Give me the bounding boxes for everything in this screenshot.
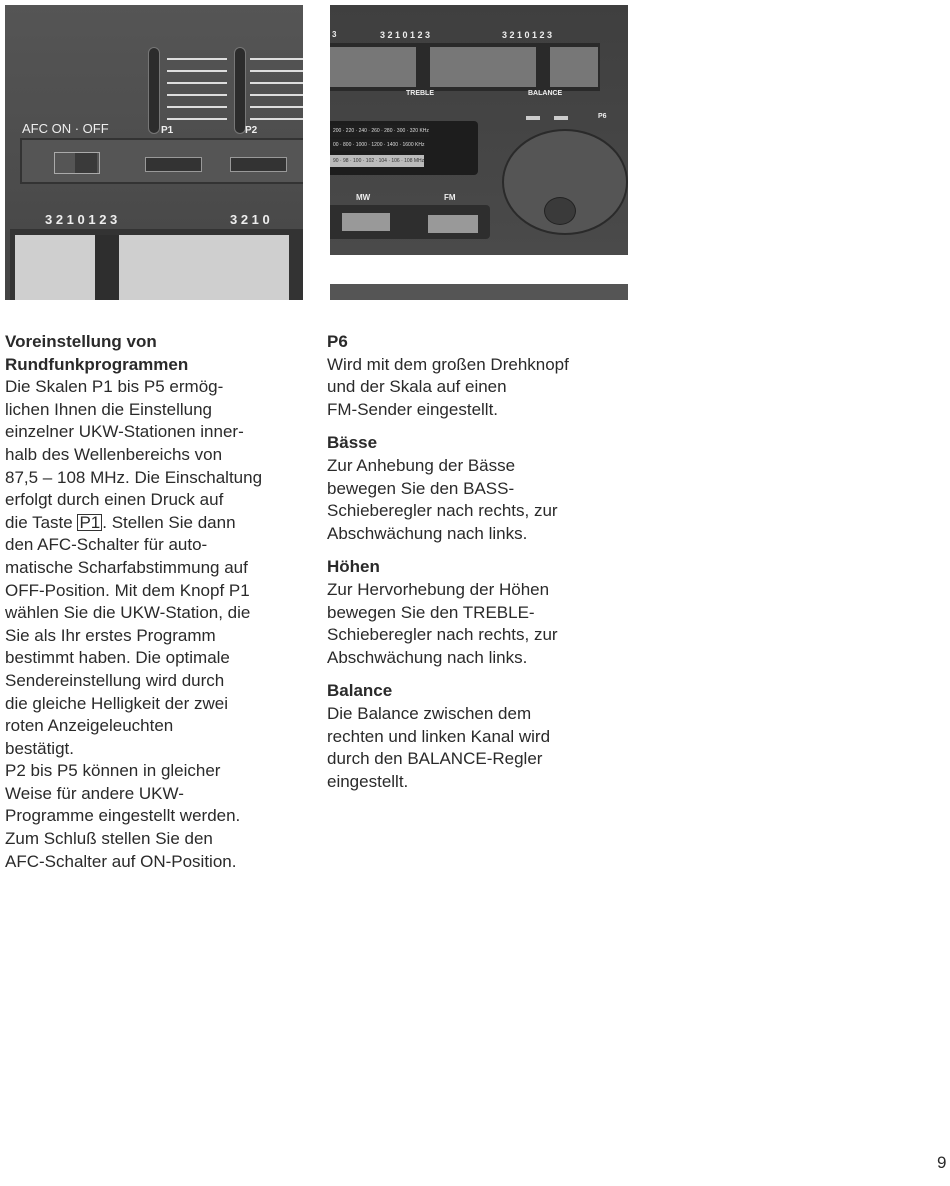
afc-switch <box>54 152 100 174</box>
body-line: Zur Anhebung der Bässe <box>327 455 516 475</box>
body-line: Sie als Ihr erstes Programm <box>5 625 216 645</box>
scale-numbers: 3 2 1 0 <box>230 212 270 227</box>
section-treble <box>327 556 647 669</box>
photo-tuner-panel <box>330 5 628 255</box>
body-text: die Taste <box>5 512 78 532</box>
p1-label: P1 <box>161 125 174 136</box>
p2-button <box>230 157 287 172</box>
p6-label: P6 <box>598 113 607 120</box>
scale-numbers: 3 <box>332 30 337 39</box>
body-line: wählen Sie die UKW-Station, die <box>5 603 251 623</box>
body-line: AFC-Schalter auf ON-Position. <box>5 851 237 871</box>
body-line: Weise für andere UKW- <box>5 783 184 803</box>
scale-numbers: 3 2 1 0 1 2 3 <box>45 212 118 227</box>
body-line: eingestellt. <box>327 771 409 791</box>
photo-afc-presets <box>5 5 303 300</box>
body-line: den AFC-Schalter für auto- <box>5 535 208 555</box>
lw-scale: 200 · 220 · 240 · 260 · 280 · 300 · 320 KHz <box>330 125 429 137</box>
section-heading: Voreinstellung von <box>5 332 157 351</box>
fm-scale: 90 · 98 · 100 · 102 · 104 · 106 · 108 MHz <box>330 155 424 167</box>
fm-label: FM <box>444 193 456 202</box>
treble-label: TREBLE <box>406 90 434 97</box>
body-line: bewegen Sie den TREBLE- <box>327 602 535 622</box>
section-heading: Balance <box>327 681 393 701</box>
page-number: 9 <box>937 1153 947 1172</box>
photo-edge <box>330 284 628 300</box>
afc-label: AFC ON · OFF <box>22 121 109 136</box>
body-line: einzelner UKW-Stationen inner- <box>5 422 244 442</box>
body-text: . Stellen Sie dann <box>102 512 236 532</box>
body-line: bewegen Sie den BASS- <box>327 478 515 498</box>
section-preset-programs <box>5 331 315 873</box>
body-line: Zum Schluß stellen Sie den <box>5 829 213 849</box>
tuning-knob <box>502 129 628 235</box>
scale-numbers: 3 2 1 0 1 2 3 <box>380 30 431 40</box>
body-line: Abschwächung nach links. <box>327 647 528 667</box>
section-heading: Bässe <box>327 433 378 453</box>
body-line: OFF-Position. Mit dem Knopf P1 <box>5 580 250 600</box>
body-line: Wird mit dem großen Drehknopf <box>327 354 569 374</box>
mw-label: MW <box>356 193 371 202</box>
body-line: erfolgt durch einen Druck auf <box>5 490 224 510</box>
body-line: Schieberegler nach rechts, zur <box>327 501 558 521</box>
body-line: Abschwächung nach links. <box>327 523 528 543</box>
body-line: Zur Hervorhebung der Höhen <box>327 579 550 599</box>
right-column <box>327 331 647 793</box>
section-heading: Rundfunkprogrammen <box>5 354 189 374</box>
body-line: matische Scharfabstimmung auf <box>5 557 248 577</box>
p2-slider <box>234 47 246 134</box>
mw-button <box>342 213 390 231</box>
section-balance <box>327 680 647 793</box>
p1-slider <box>148 47 160 134</box>
key-symbol-p1: P1 <box>79 512 101 532</box>
balance-label: BALANCE <box>528 90 563 97</box>
body-line: Die Skalen P1 bis P5 ermög- <box>5 377 224 397</box>
section-heading: P6 <box>327 332 348 351</box>
body-line: FM-Sender eingestellt. <box>327 399 499 419</box>
body-line: lichen Ihnen die Einstellung <box>5 399 212 419</box>
section-p6 <box>327 331 647 421</box>
body-line: P2 bis P5 können in gleicher <box>5 761 221 781</box>
body-line: bestimmt haben. Die optimale <box>5 648 230 668</box>
section-heading: Höhen <box>327 557 380 577</box>
body-line: Die Balance zwischen dem <box>327 703 532 723</box>
body-line: Sendereinstellung wird durch <box>5 670 225 690</box>
p2-label: P2 <box>245 125 258 136</box>
body-line: roten Anzeigeleuchten <box>5 716 174 736</box>
body-line: 87,5 – 108 MHz. Die Einschaltung <box>5 467 263 487</box>
p1-button <box>145 157 202 172</box>
body-line: die gleiche Helligkeit der zwei <box>5 693 229 713</box>
body-line: und der Skala auf einen <box>327 377 507 397</box>
indicator-lamp <box>554 116 568 120</box>
fm-button <box>428 215 478 233</box>
body-line: rechten und linken Kanal wird <box>327 726 551 746</box>
indicator-lamp <box>526 116 540 120</box>
body-line: bestätigt. <box>5 738 74 758</box>
section-bass <box>327 432 647 545</box>
scale-numbers: 3 2 1 0 1 2 3 <box>502 30 553 40</box>
body-line: halb des Wellenbereichs von <box>5 444 223 464</box>
body-line <box>5 512 315 535</box>
body-line: Programme eingestellt werden. <box>5 806 241 826</box>
body-line: durch den BALANCE-Regler <box>327 749 543 769</box>
body-line: Schieberegler nach rechts, zur <box>327 625 558 645</box>
mw-scale: 00 · 800 · 1000 · 1200 · 1400 · 1600 KHz <box>330 139 424 151</box>
